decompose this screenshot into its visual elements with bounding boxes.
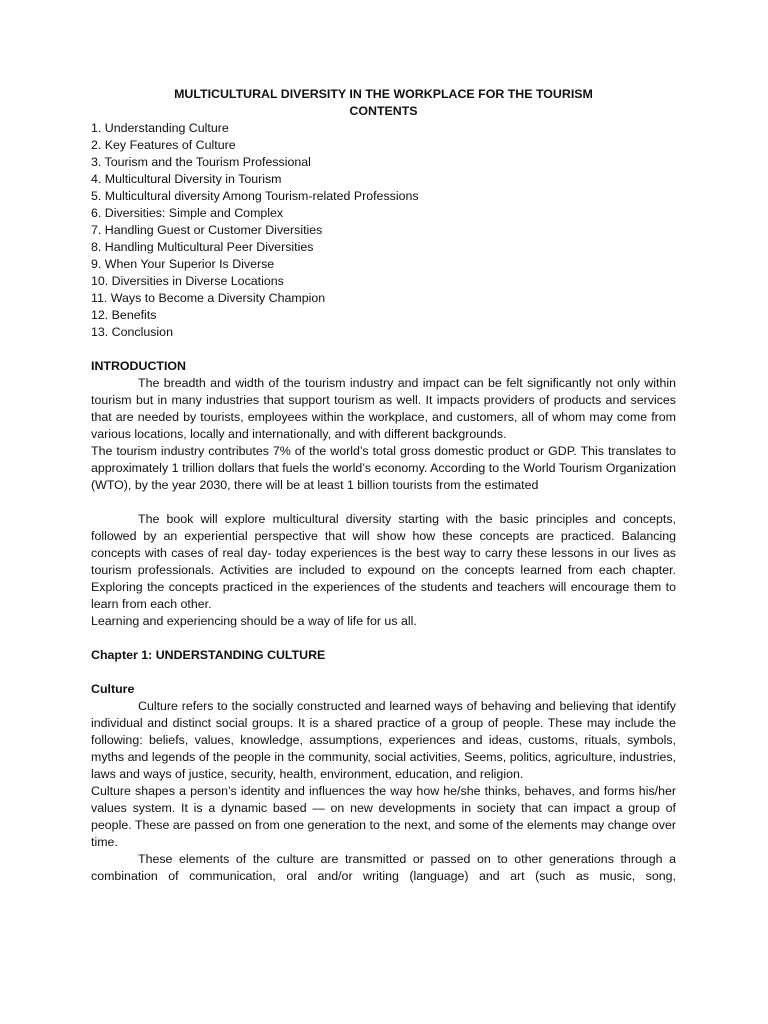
culture-paragraph-3: These elements of the culture are transmitted or passed on to other generations through a combination of communication, oral and/or writing (language) and art (such as music, song, (91, 852, 676, 883)
toc-item: 11. Ways to Become a Diversity Champion (91, 291, 326, 305)
spacer (91, 664, 676, 681)
spacer (91, 630, 676, 647)
culture-paragraph-2: Culture shapes a person’s identity and influences the way how he/she thinks, behaves, and forms his/her values system. It is a dynamic based — on new developments in society that can impact a group of people. These are passed on from one generation to the next, and some of the elements may change over time. (91, 784, 676, 849)
toc-item: 1. Understanding Culture (91, 121, 229, 135)
toc-item: 3. Tourism and the Tourism Professional (91, 155, 311, 169)
document-title: MULTICULTURAL DIVERSITY IN THE WORKPLACE FOR THE TOURISM (174, 87, 593, 101)
introduction-paragraph-1: The breadth and width of the tourism industry and impact can be felt significantly not only within tourism but in many industries that support tourism as well. It impacts providers of products and services that are needed by tourists, employees within the workplace, and customers, all of whom may come from various locations, locally and internationally, and with different backgrounds. (91, 376, 676, 441)
spacer (91, 494, 676, 511)
chapter-1-heading: Chapter 1: UNDERSTANDING CULTURE (91, 648, 326, 662)
toc-item: 6. Diversities: Simple and Complex (91, 206, 284, 220)
toc-item: 12. Benefits (91, 308, 157, 322)
introduction-heading: INTRODUCTION (91, 359, 186, 373)
table-of-contents (91, 120, 676, 341)
toc-item: 13. Conclusion (91, 325, 173, 339)
toc-item: 2. Key Features of Culture (91, 138, 236, 152)
culture-paragraph-1: Culture refers to the socially constructed and learned ways of behaving and believing that identify individual and distinct social groups. It is a shared practice of a group of people. These may include the following: beliefs, values, knowledge, assumptions, experiences and ideas, customs, rituals, symbols, myths and legends of the people in the community, social activities, Seems, politics, agriculture, industries, laws and ways of justice, security, health, environment, education, and religion. (91, 699, 676, 781)
culture-subheading: Culture (91, 682, 135, 696)
introduction-paragraph-4: Learning and experiencing should be a way of life for us all. (91, 614, 417, 628)
document-page (91, 86, 676, 885)
toc-item: 7. Handling Guest or Customer Diversities (91, 223, 323, 237)
introduction-paragraph-3: The book will explore multicultural diversity starting with the basic principles and concepts, followed by an experiential perspective that will show how these concepts are practiced. Balancing concepts with cases of real day- today experiences is the best way to carry these lessons in our lives as tourism professionals. Activities are included to expound on the concepts learned from each chapter. Exploring the concepts practiced in the experiences of the students and teachers will encourage them to learn from each other. (91, 512, 676, 611)
toc-item: 9. When Your Superior Is Diverse (91, 257, 275, 271)
toc-item: 4. Multicultural Diversity in Tourism (91, 172, 282, 186)
spacer (91, 341, 676, 358)
toc-item: 5. Multicultural diversity Among Tourism-related Professions (91, 189, 419, 203)
contents-heading: CONTENTS (349, 104, 418, 118)
toc-item: 8. Handling Multicultural Peer Diversities (91, 240, 314, 254)
introduction-paragraph-2: The tourism industry contributes 7% of the world’s total gross domestic product or GDP. This translates to approximately 1 trillion dollars that fuels the world’s economy. According to the World Tourism Organization (WTO), by the year 2030, there will be at least 1 billion tourists from the estimated (91, 444, 676, 492)
toc-item: 10. Diversities in Diverse Locations (91, 274, 284, 288)
